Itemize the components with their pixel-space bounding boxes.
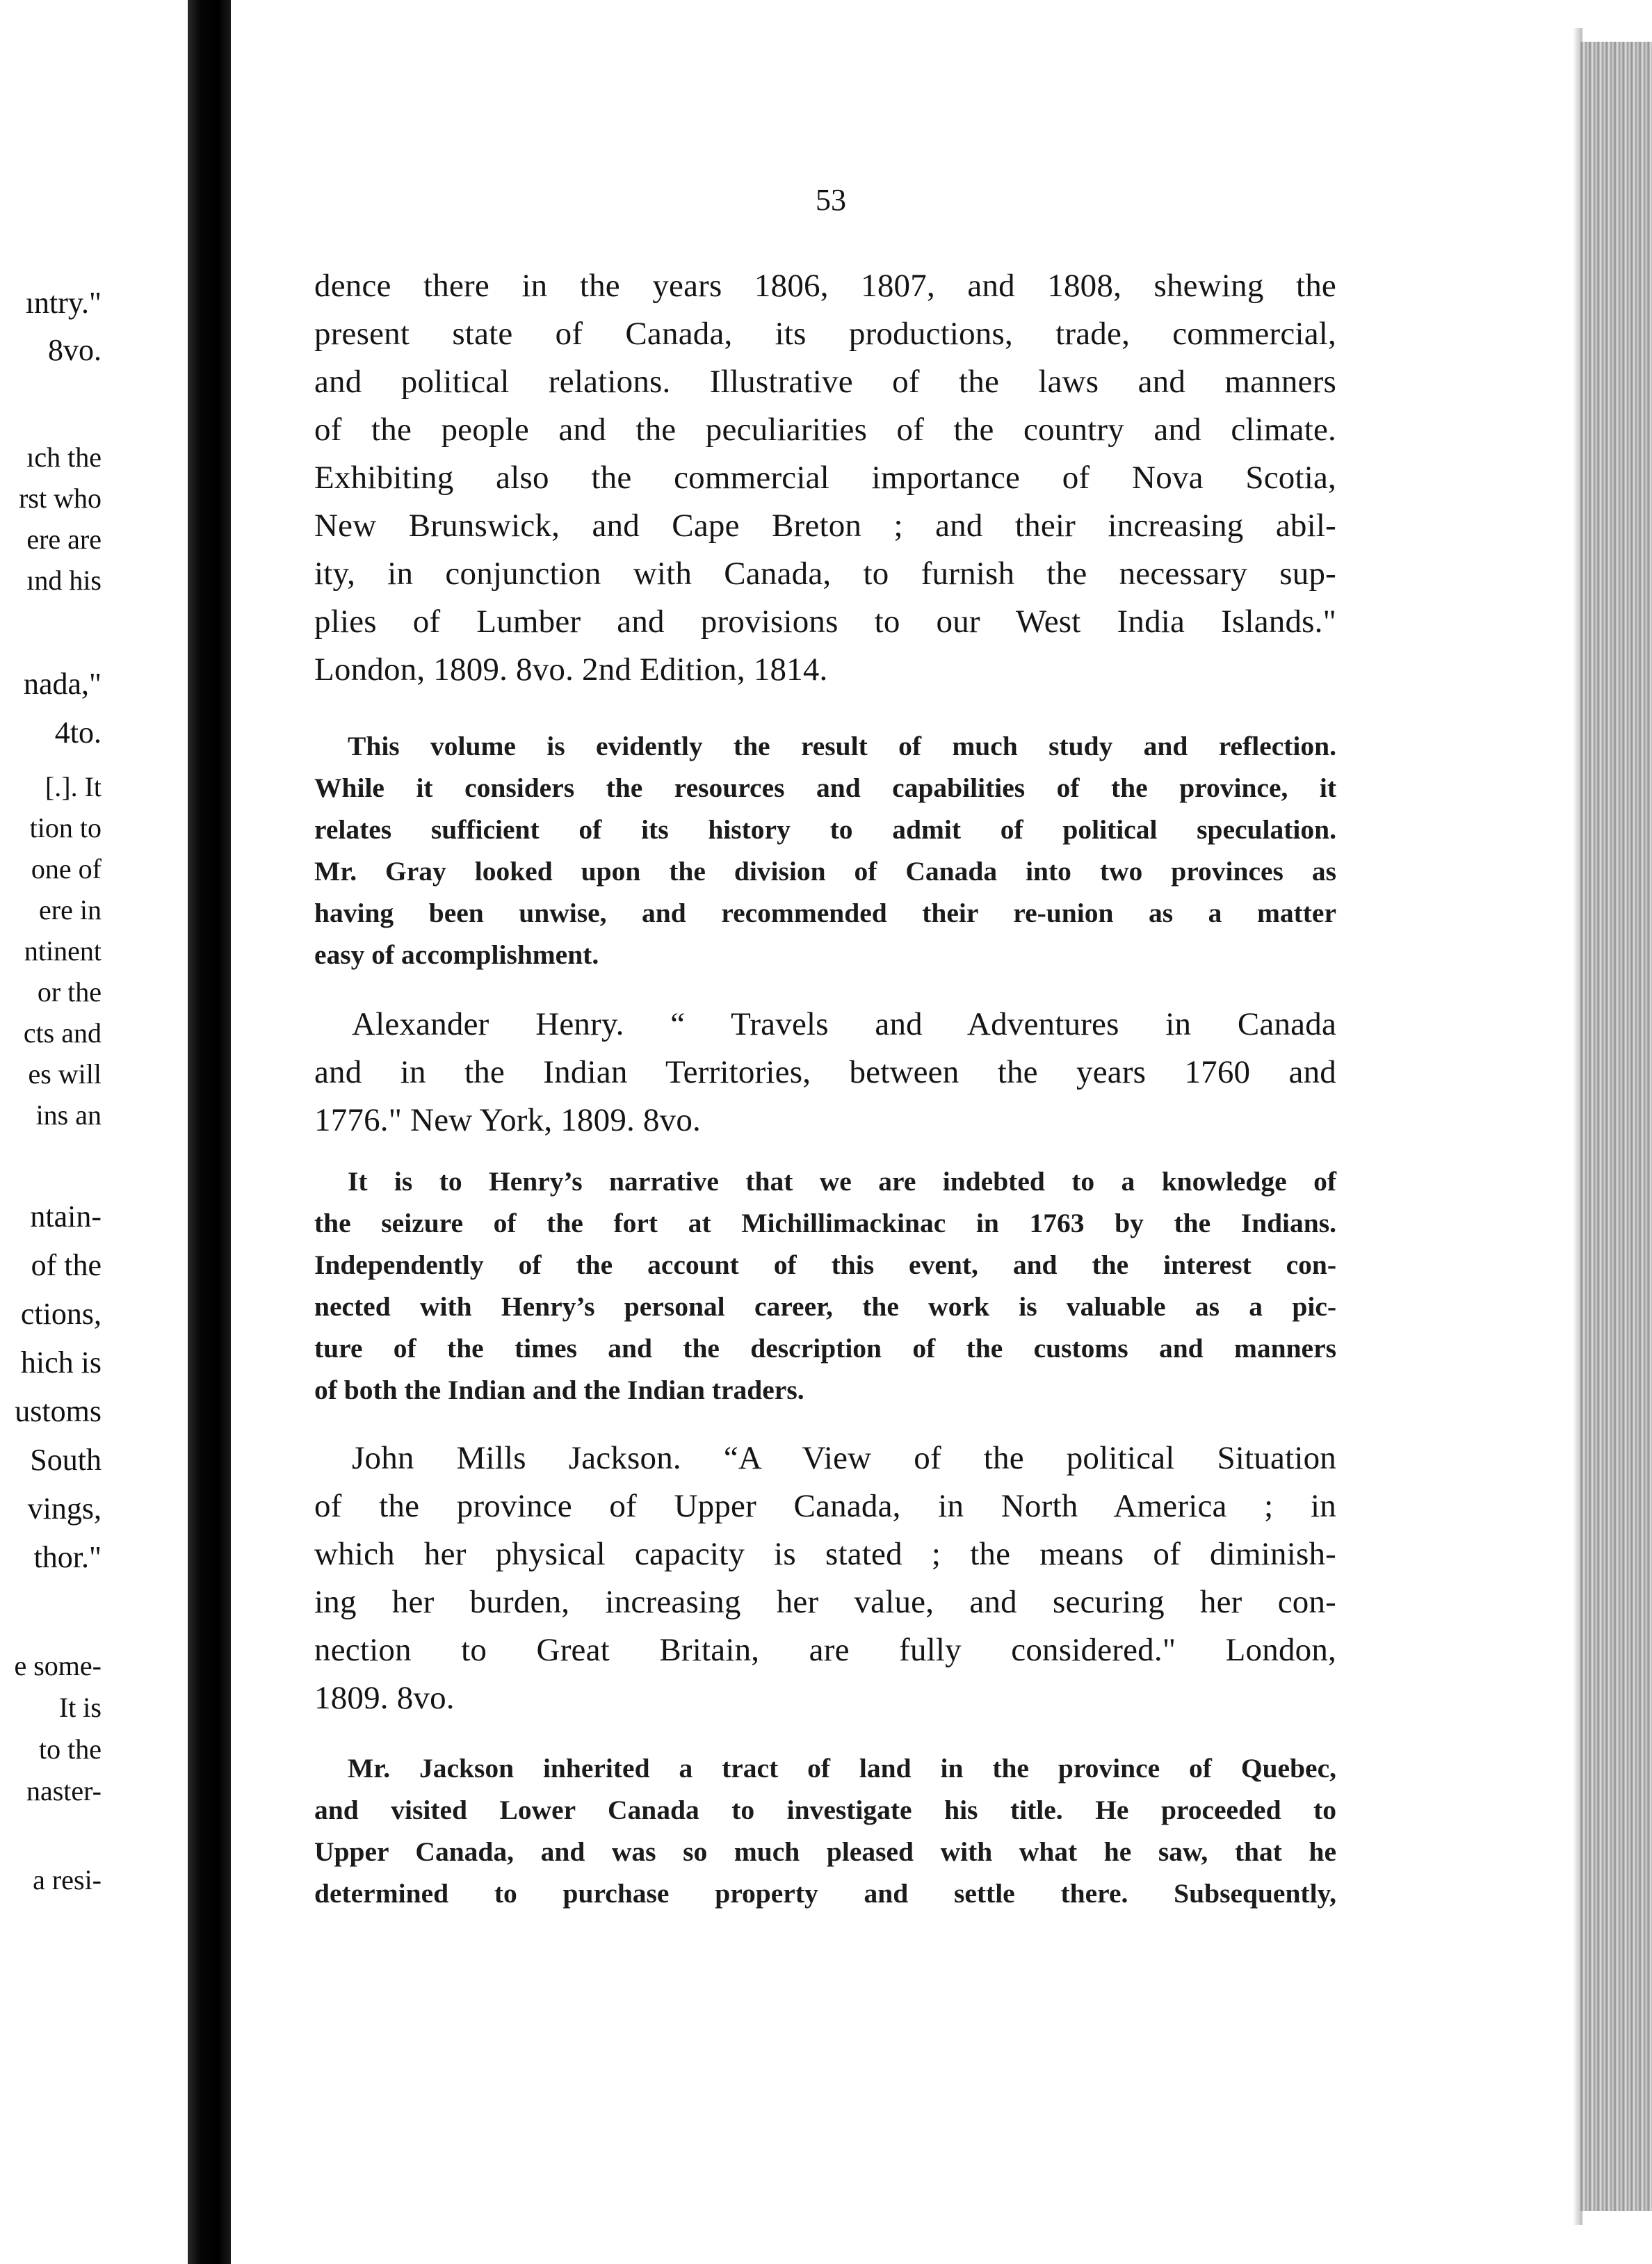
note-line: It is to Henry’s narrative that we are indebted to a knowledge of: [348, 1166, 1336, 1197]
note-line: While it considers the resources and capabilities of the province, it: [314, 773, 1336, 803]
note-line: This volume is evidently the result of much study and reflection.: [348, 731, 1336, 761]
left-fragment: ere are: [26, 524, 102, 555]
left-fragment: or the: [37, 976, 102, 1008]
note-line: having been unwise, and recommended their re-union as a matter: [314, 898, 1336, 928]
left-fragment: es will: [28, 1058, 102, 1090]
left-fragment: to the: [39, 1733, 102, 1765]
citation-line: 1809. 8vo.: [314, 1680, 455, 1716]
citation-line: ing her burden, increasing her value, and securing her con-: [314, 1584, 1336, 1620]
left-fragment: ınd his: [26, 565, 102, 596]
left-fragment: ntain-: [30, 1199, 102, 1234]
left-fragment: hich is: [20, 1345, 102, 1380]
left-fragment: nada,": [23, 667, 102, 701]
left-fragment: It is: [58, 1692, 102, 1723]
page-number: 53: [816, 183, 846, 217]
citation-line: and in the Indian Territories, between the years 1760 and: [314, 1054, 1336, 1090]
note-line: the seizure of the fort at Michillimackinac in 1763 by the Indians.: [314, 1208, 1336, 1238]
note-line: and visited Lower Canada to investigate his title. He proceeded to: [314, 1795, 1336, 1825]
left-fragment: cts and: [23, 1017, 102, 1049]
note-line: Mr. Gray looked upon the division of Canada into two provinces as: [314, 856, 1336, 887]
left-fragment: 4to.: [54, 715, 102, 750]
left-fragment: thor.": [33, 1540, 102, 1574]
citation-line: 1776." New York, 1809. 8vo.: [314, 1102, 701, 1138]
left-fragment: ustoms: [15, 1394, 102, 1428]
citation-line: London, 1809. 8vo. 2nd Edition, 1814.: [314, 652, 828, 688]
citation-line: of the people and the peculiarities of the country and climate.: [314, 412, 1336, 448]
left-fragment: vings,: [27, 1491, 102, 1526]
left-fragment: [.]. It: [44, 771, 102, 802]
note-line: nected with Henry’s personal career, the work is valuable as a pic-: [314, 1291, 1336, 1322]
note-line: easy of accomplishment.: [314, 939, 599, 970]
left-fragment: rst who: [19, 483, 102, 514]
citation-line: nection to Great Britain, are fully considered." London,: [314, 1632, 1336, 1668]
citation-line: Alexander Henry. “ Travels and Adventures in Canada: [352, 1006, 1336, 1042]
note-line: determined to purchase property and settle there. Subsequently,: [314, 1878, 1336, 1909]
citation-line: and political relations. Illustrative of the laws and manners: [314, 364, 1336, 400]
citation-line: present state of Canada, its productions, trade, commercial,: [314, 316, 1336, 352]
left-fragment: tion to: [29, 812, 102, 843]
left-fragment: ıch the: [26, 442, 102, 473]
citation-line: dence there in the years 1806, 1807, and 1808, shewing the: [314, 268, 1336, 304]
citation-line: plies of Lumber and provisions to our West India Islands.": [314, 604, 1336, 640]
note-line: Mr. Jackson inherited a tract of land in the province of Quebec,: [348, 1753, 1336, 1784]
citation-line: John Mills Jackson. “A View of the political Situation: [352, 1440, 1336, 1476]
page-edges: [1580, 42, 1652, 2211]
note-line: of both the Indian and the Indian traders.: [314, 1375, 804, 1405]
left-fragment: of the: [31, 1248, 102, 1282]
note-line: Independently of the account of this event, and the interest con-: [314, 1250, 1336, 1280]
left-fragment: 8vo.: [48, 333, 102, 367]
book-gutter: [188, 0, 231, 2264]
citation-line: Exhibiting also the commercial importance of Nova Scotia,: [314, 460, 1336, 496]
note-line: Upper Canada, and was so much pleased with what he saw, that he: [314, 1836, 1336, 1867]
note-line: ture of the times and the description of the customs and manners: [314, 1333, 1336, 1364]
left-fragment: ctions,: [20, 1297, 102, 1331]
left-fragment: ins an: [35, 1099, 102, 1131]
left-fragment: ntinent: [24, 935, 102, 967]
citation-line: ity, in conjunction with Canada, to furnish the necessary sup-: [314, 556, 1336, 592]
left-fragment: a resi-: [33, 1864, 102, 1895]
left-fragment: one of: [31, 853, 102, 884]
citation-line: which her physical capacity is stated ; the means of diminish-: [314, 1536, 1336, 1572]
left-fragment: ıntry.": [25, 286, 102, 320]
left-facing-page: [0, 0, 188, 2264]
citation-line: of the province of Upper Canada, in North America ; in: [314, 1488, 1336, 1524]
note-line: relates sufficient of its history to admit of political speculation.: [314, 814, 1336, 845]
citation-line: New Brunswick, and Cape Breton ; and their increasing abil-: [314, 508, 1336, 544]
left-fragment: e some-: [14, 1650, 102, 1681]
left-fragment: ere in: [39, 894, 102, 925]
left-fragment: South: [30, 1443, 102, 1477]
left-fragment: naster-: [26, 1775, 102, 1806]
